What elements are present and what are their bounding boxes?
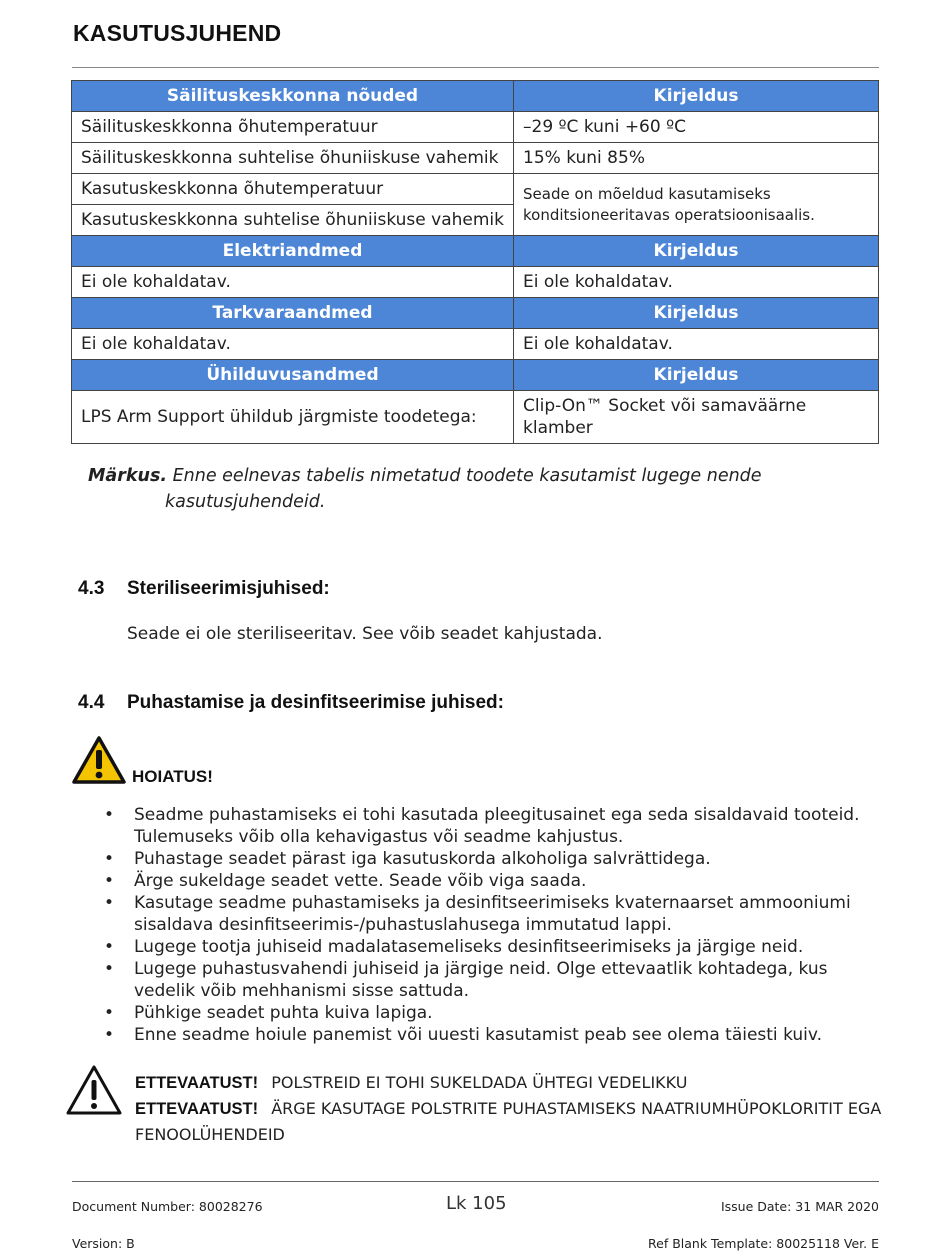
table-row bbox=[72, 329, 879, 360]
section-number: 4.4 bbox=[78, 692, 105, 713]
footer-page-number: Lk 105 bbox=[446, 1193, 507, 1214]
table-row bbox=[72, 112, 879, 143]
specifications-table bbox=[71, 80, 879, 444]
footer-document-number: Document Number: 80028276 bbox=[72, 1199, 263, 1214]
table-cell: Clip-On™ Socket või samaväärne klamber bbox=[514, 391, 879, 444]
note-label: Märkus. bbox=[88, 466, 168, 486]
table-cell: LPS Arm Support ühildub järgmiste toodetega: bbox=[72, 391, 514, 444]
table-header-cell: Kirjeldus bbox=[514, 81, 879, 112]
table-note bbox=[88, 463, 808, 515]
table-cell: –29 ºC kuni +60 ºC bbox=[514, 112, 879, 143]
table-cell: Kasutuskeskkonna suhtelise õhuniiskuse vahemik bbox=[72, 205, 514, 236]
table-row bbox=[72, 391, 879, 444]
section-title: Puhastamise ja desinfitseerimise juhised: bbox=[127, 692, 504, 713]
warning-label: HOIATUS! bbox=[132, 767, 213, 786]
section-number: 4.3 bbox=[78, 578, 105, 599]
table-cell: Seade on mõeldud kasutamiseks konditsioneeritavas operatsioonisaalis. bbox=[514, 174, 879, 236]
list-item: • Puhastage seadet pärast iga kasutuskorda alkoholiga salvrättidega. bbox=[104, 848, 864, 870]
table-cell: Ei ole kohaldatav. bbox=[72, 329, 514, 360]
footer-template: Ref Blank Template: 80025118 Ver. E bbox=[648, 1236, 879, 1251]
table-row bbox=[72, 174, 879, 205]
table-header-cell: Ühilduvusandmed bbox=[72, 360, 514, 391]
table-header-row bbox=[72, 81, 879, 112]
table-cell: Kasutuskeskkonna õhutemperatuur bbox=[72, 174, 514, 205]
caution-triangle-icon bbox=[65, 1064, 123, 1116]
table-cell: Säilituskeskkonna suhtelise õhuniiskuse vahemik bbox=[72, 143, 514, 174]
section-title: Steriliseerimisjuhised: bbox=[127, 578, 330, 599]
table-header-row bbox=[72, 298, 879, 329]
caution-line bbox=[135, 1070, 895, 1096]
footer-version: Version: B bbox=[72, 1236, 135, 1251]
document-title: KASUTUSJUHEND bbox=[73, 20, 282, 46]
list-item: • Enne seadme hoiule panemist või uuesti kasutamist peab see olema täiesti kuiv. bbox=[104, 1024, 864, 1046]
section-text: Seade ei ole steriliseeritav. See võib seadet kahjustada. bbox=[127, 624, 603, 644]
warning-triangle-icon bbox=[71, 735, 127, 785]
table-cell: Säilituskeskkonna õhutemperatuur bbox=[72, 112, 514, 143]
header-divider bbox=[72, 67, 879, 68]
table-cell: 15% kuni 85% bbox=[514, 143, 879, 174]
footer-divider bbox=[72, 1181, 879, 1182]
table-header-cell: Säilituskeskkonna nõuded bbox=[72, 81, 514, 112]
table-header-row bbox=[72, 236, 879, 267]
note-text-line1: Enne eelnevas tabelis nimetatud toodete kasutamist lugege nende bbox=[172, 466, 762, 486]
list-item: • Kasutage seadme puhastamiseks ja desinfitseerimiseks kvaternaarset ammooniumi sisaldava desinfitseerimis-/puhastuslahusega immutatud lappi. bbox=[104, 892, 864, 936]
caution-line bbox=[135, 1096, 895, 1148]
table-header-cell: Tarkvaraandmed bbox=[72, 298, 514, 329]
table-row bbox=[72, 143, 879, 174]
footer-issue-date: Issue Date: 31 MAR 2020 bbox=[720, 1199, 879, 1214]
list-item: • Seadme puhastamiseks ei tohi kasutada pleegitusainet ega seda sisaldavaid tooteid. Tulemuseks võib olla kehavigastus või seadme kahjustus. bbox=[104, 804, 864, 848]
table-header-cell: Elektriandmed bbox=[72, 236, 514, 267]
table-header-cell: Kirjeldus bbox=[514, 360, 879, 391]
list-item: • Pühkige seadet puhta kuiva lapiga. bbox=[104, 1002, 864, 1024]
note-text-line2: kasutusjuhendeid. bbox=[165, 492, 326, 512]
list-item: • Ärge sukeldage seadet vette. Seade võib viga saada. bbox=[104, 870, 864, 892]
table-header-cell: Kirjeldus bbox=[514, 298, 879, 329]
caution-label: ETTEVAATUST! bbox=[135, 1100, 259, 1118]
list-item: • Lugege tootja juhiseid madalatasemeliseks desinfitseerimiseks ja järgige neid. bbox=[104, 936, 864, 958]
table-cell: Ei ole kohaldatav. bbox=[514, 329, 879, 360]
table-header-row bbox=[72, 360, 879, 391]
table-cell: Ei ole kohaldatav. bbox=[72, 267, 514, 298]
table-cell: Ei ole kohaldatav. bbox=[514, 267, 879, 298]
caution-text: POLSTREID EI TOHI SUKELDADA ÜHTEGI VEDELIKKU bbox=[271, 1073, 688, 1092]
caution-text: ÄRGE KASUTAGE POLSTRITE PUHASTAMISEKS NAATRIUMHÜPOKLORITIT EGA FENOOLÜHENDEID bbox=[135, 1099, 882, 1144]
table-header-cell: Kirjeldus bbox=[514, 236, 879, 267]
caution-block bbox=[135, 1070, 895, 1148]
warning-list bbox=[104, 804, 864, 1046]
list-item: • Lugege puhastusvahendi juhiseid ja järgige neid. Olge ettevaatlik kohtadega, kus vedelik võib mehhanismi sisse sattuda. bbox=[104, 958, 864, 1002]
caution-label: ETTEVAATUST! bbox=[135, 1074, 259, 1092]
table-row bbox=[72, 267, 879, 298]
